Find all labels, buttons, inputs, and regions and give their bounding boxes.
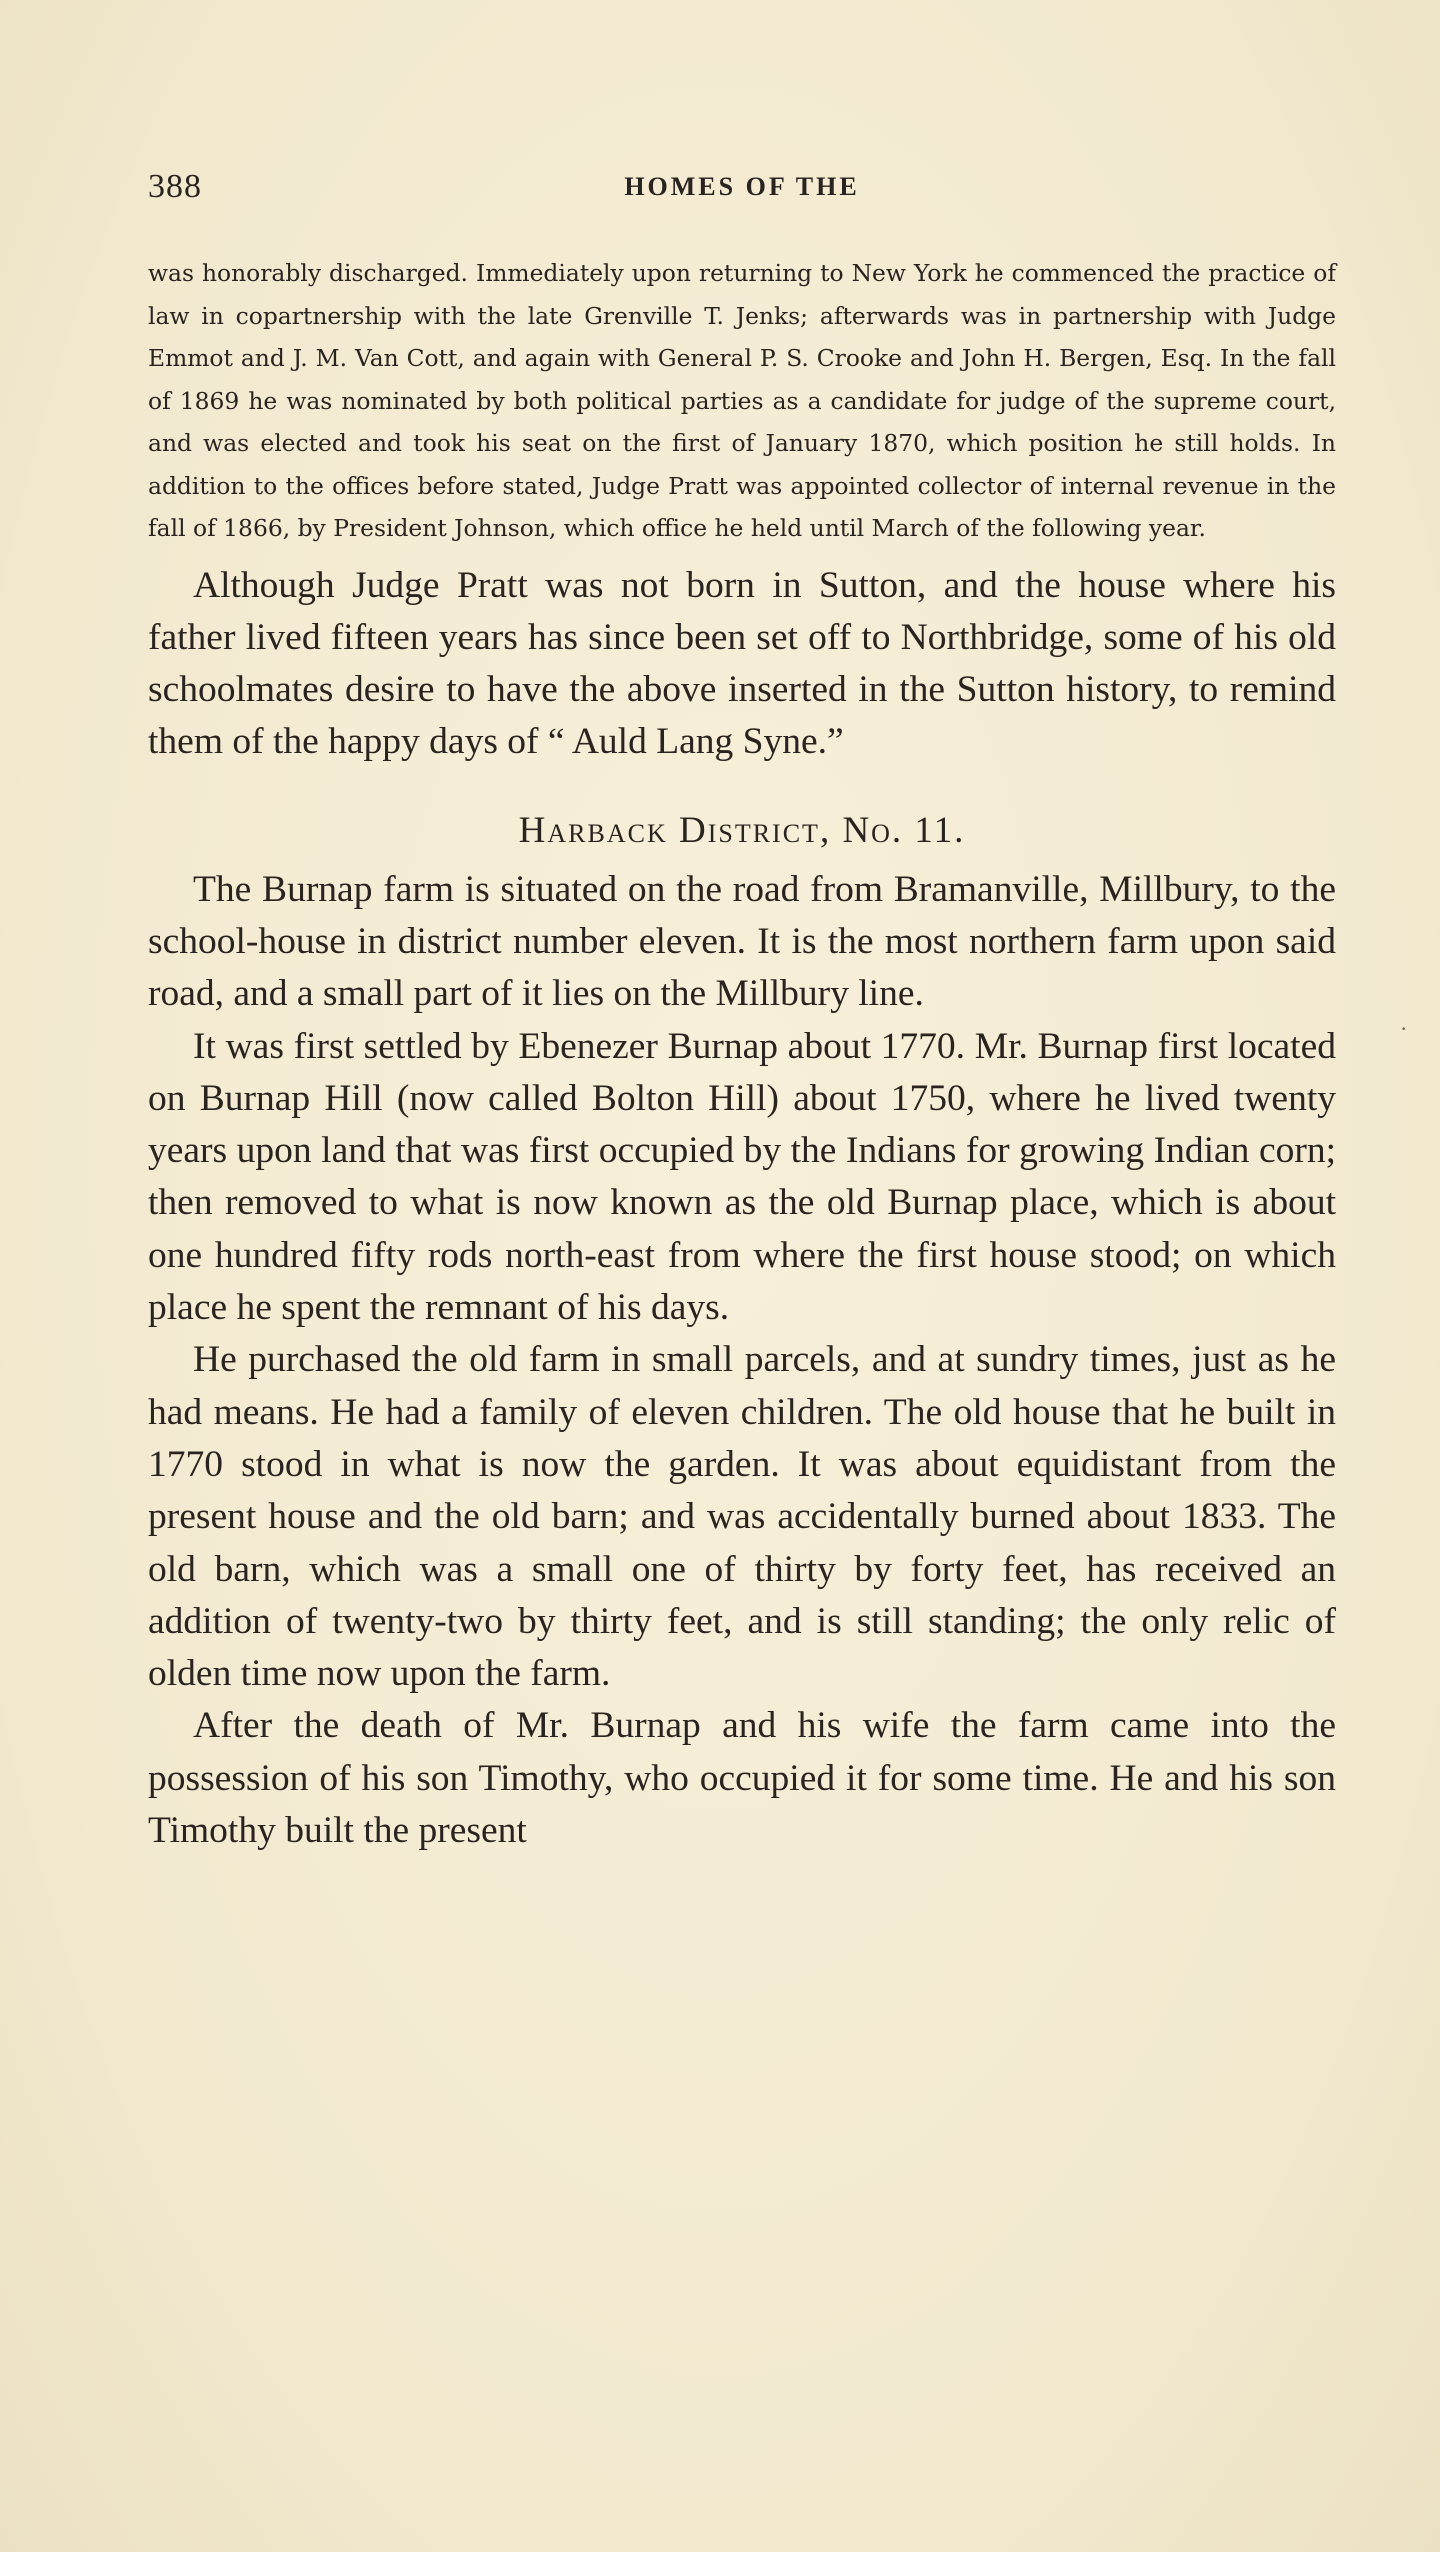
section-heading: Harback District, No. 11. (518, 809, 966, 851)
page-header (148, 168, 1336, 208)
paragraph-old-farm: He purchased the old farm in small parcels, and at sundry times, just as he had means. He had a family of eleven children. The old house that he built in 1770 stood in what is now the garden. It was about equidistant from the present house and the old barn; and was accidentally burned about 1833. The old barn, which was a small one of thirty by forty feet, has received an addition of twenty-two by thirty feet, and is still standing; the only relic of olden time now upon the farm. (148, 1339, 1336, 1695)
paragraph-auld-lang-syne: Although Judge Pratt was not born in Sutton, and the house where his father lived fifteen years has since been set off to Northbridge, some of his old schoolmates desire to have the above inserted in the Sutton history, to remind them of the happy days of “ Auld Lang Syne.” (148, 564, 1336, 763)
page-body (148, 252, 1336, 1857)
paragraph-after-death: After the death of Mr. Burnap and his wife the farm came into the possession of his son Timothy, who occupied it for some time. He and his son Timothy built the present (148, 1705, 1336, 1852)
running-head: HOMES OF THE (624, 172, 860, 201)
paragraph-first-settled: It was first settled by Ebenezer Burnap about 1770. Mr. Burnap first located on Burnap Hill (now called Bolton Hill) about 1750, where he lived twenty years upon land that was first occupied by the Indians for growing Indian corn; then removed to what is now known as the old Burnap place, which is about one hundred fifty rods north-east from where the first house stood; on which place he spent the remnant of his days. (148, 1025, 1336, 1329)
paragraph-burnap-farm-location: The Burnap farm is situated on the road from Bramanville, Millbury, to the school-house in district number eleven. It is the most northern farm upon said road, and a small part of it lies on the Millbury line. (148, 868, 1336, 1015)
margin-mark: · (1400, 1016, 1408, 1041)
page-number: 388 (148, 168, 202, 205)
paragraph-biography-continued: was honorably discharged. Immediately upon returning to New York he commenced the practice of law in copartnership with the late Grenville T. Jenks; afterwards was in partnership with Judge Emmot and J. M. Van Cott, and again with General P. S. Crooke and John H. Bergen, Esq. In the fall of 1869 he was nominated by both political parties as a candidate for judge of the supreme court, and was elected and took his seat on the first of January 1870, which position he still holds. In addition to the offices before stated, Judge Pratt was appointed collector of internal revenue in the fall of 1866, by President Johnson, which office he held until March of the following year. (148, 259, 1336, 542)
